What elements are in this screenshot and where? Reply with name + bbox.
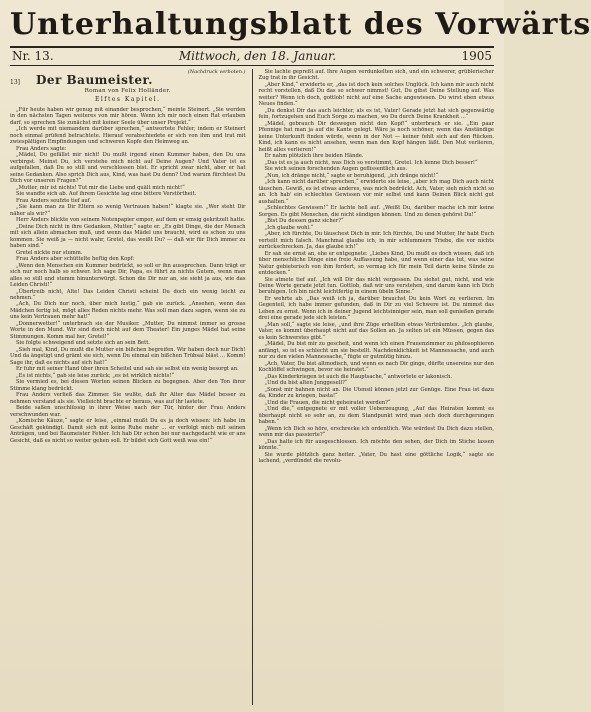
paragraph: „Aber Kind,“ erwiderte er, „das ist doch kein solches Unglück. Ich kann mir auch nicht recht vorstellen, daß Du das so schwer nimmst! Gut, Du gibst Deine Stellung auf. Was weiter? Wenn ich doch, gottlob! nicht auf eine Sache angewiesen. Du wirst eben etwas Neues finden.“ <box>258 81 494 108</box>
paragraph: „Wenn ich Dich so höre, erschrecke ich ordentlich. Wie würdest Du Dich dazu stellen, wenn mir das passierte?“ <box>258 425 494 439</box>
story-header <box>10 73 246 88</box>
paragraph: Sie lachte gepreßt auf. Ihre Augen verdunkelten sich, und ein schwerer, grüblerischer Zug trat in ihr Gesicht. <box>258 69 494 82</box>
paragraph: Sie folgte schweigend und setzte sich an sein Bett. <box>16 340 150 347</box>
paragraph: „Aber, ich fürchte, Du täuschest Dich in mir. Ich fürchte, Du und Mutter, Ihr habt Euch verteilt mich falsch. Manchmal glaube ich, in mir schlummern Triebe, die vor nichts zurückschrecken. Ja, das glaube ich!“ <box>258 231 494 251</box>
paragraph: „Mädel, Du bist mir zu gescheit, und wenn ich einen Frauenzimmer zu philosophieren anfängt, so ist es schlecht um sie bestellt. Nachdenklichkeit ist Mannessache, und auch nur zu den vielen Mannessache,“ fügte er gutmütig hinzu. <box>258 341 494 361</box>
issue-number: Nr. 13. <box>12 49 54 63</box>
paragraph: „Ich glaube wohl.“ <box>264 224 314 231</box>
story-title: Der Baumeister. <box>36 73 153 88</box>
paragraph: „Ach, Vater, Du bist altmodisch, und wenn es nach Dir ginge, dürfte unsereins nur den Kochlöffel schwingen, bevor sie heiratet.“ <box>258 360 494 374</box>
paragraph: Er nahm plötzlich ihre beiden Hände. <box>264 153 364 160</box>
paragraph: „Du denkst Dir das auch leichter, als es ist, Vater! Gerade jetzt hat sich gegenwärtig fein, fortzugehen und Euch Sorge zu machen, wo Du durch Deine Krankheit ...“ <box>258 107 494 121</box>
issue-date: Mittwoch, den 18. Januar. <box>178 49 337 63</box>
paragraph: „Deine Dich nicht in ihre Gedanken, Mutter,“ sagte er. „Es gibt Dinge, die der Mensch mit sich allein abmachen muß, und wenn das Mädel uns braucht, wird es schon zu uns kommen. Sie weiß ja — nicht wahr, Gretel, das weißt Du? — daß wir für Dich immer zu haben sind.“ <box>10 223 246 250</box>
paragraph: „Es ist nichts,“ gab sie leise zurück; „es ist wirklich nichts!“ <box>16 372 175 379</box>
paragraph: „Mädel, gebrauch Dir deswegen nicht den Kopf!“ unterbrach er sie. „Ein paar Pfennige hat man ja auf die Kante gelegt. Wäre ja noch schöner, wenn das Anständige keine Unterkunft finden würde, wenn in der Not — keiner fehlt sich auf den Rücken. Kind, ich kann es nicht ansehen, wenn man den Kopf hängen läßt. Den Mut verlieren, heißt alles verlieren!“ <box>258 120 494 153</box>
column-right-body <box>259 69 495 465</box>
paragraph: Er sah sie ernst an, ehe er entgegnete: „Liebes Kind, Du mußt es doch wissen, daß ich über menschliche Dinge eine freie Auffassung habe, und wenn einer das tut, was seine Natur gebieterisch von ihm fordert, so vermag ich für mein Teil darin keine Sünde zu entdecken.“ <box>258 250 494 277</box>
paragraph: „Und die,“ entgegnete er mit voller Ueberzeugung, „Auf das Heiraten kommt es überhaupt nicht so sehr an, zu dem Standpunkt wird man sich doch durchgerungen haben.“ <box>258 406 494 426</box>
paragraph: „Das halte ich für ausgeschlossen. Ich möchte den sehen, der Dich im Stiche lassen könnte.“ <box>258 438 494 452</box>
paragraph: Beide saßen unschlüssig in ihrer Weise nach der Tür, hinter der Frau Anders verschwunden war. <box>10 405 246 418</box>
paragraph: „Das Kinderkriegen ist auch die Hauptsache,“ antwortete er lakonisch. <box>264 373 452 380</box>
paragraph: „Man soll,“ sagte sie leise, „und ihre Züge erhellten etwas Verträumtes. „Ich glaube, Vater, es kommt überhaupt nicht auf das Sollen an. Ja selten ist ein Müssen, gegen das es kein Schwerstes gibt.“ <box>258 321 494 341</box>
paragraph: „Ach, Du Dich nur noch, über mich lustig,“ gab sie zurück. „Ansehen, wenn das Mädchen fertig ist, mögt alles Reden nichts mehr. Was soll man dazu sagen, wenn sie zu uns kein Vertrauen mehr hat!“ <box>10 301 246 321</box>
paragraph: Er wehrte ab. „Das weiß ich ja, darüber brauchst Du kein Wort zu verlieren. Im Gegenteil, ich habe immer gefunden, daß in Dir zu viel Schwere ist. Du nimmst das Leben zu ernst. Wenn ich in deiner Jugend leichtsinniger sein, man soll genießen gerade drei eine gerade jede sich leisten.“ <box>258 295 494 322</box>
paragraph: Gretel nickte nur stumm. <box>16 249 83 256</box>
dateline-rule <box>10 65 494 66</box>
paragraph: Sie wich seinen forschenden Augen geflissentlich aus. <box>264 166 408 173</box>
paragraph: „Mädel, Du gefällst mir nicht! Du mußt irgend einen Kummer haben, den Du uns verbirgst. Meinst Du, ich verstehe mich nicht auf Deine Augen? Und Vater ist es aufgefallen, daß Du so still und verschlossen bist. Er spricht zwar nicht, aber er hat seine Gedanken. Also sprich Dich aus, Kind, was hast Du denn? Und warum fürchtest Du Dich vor unseren Fragen?“ <box>10 152 246 185</box>
paragraph: Frau Anders seufzte tief auf. <box>16 197 92 204</box>
paragraph: „Nun, ich dränge nicht,“ sagte er beruhigend, „ich dränge nicht!“ <box>264 172 439 179</box>
article-columns <box>10 69 494 705</box>
paragraph: Sie wurde plötzlich ganz heiter. „Vater, Du hast eine göttliche Logik,“ sagte sie lachend, „verdündet die revolu- <box>258 451 494 465</box>
paragraph: Sie wandte sich ab. Auf ihrem Gesichte lag eine bittere Verstörtheit. <box>16 191 197 198</box>
paragraph: „Und du bist alten Junggesell?“ <box>264 380 348 387</box>
paragraph: „Mutter, mir ist nichts! Tut mir die Liebe und quält mich nicht!“ <box>16 184 185 191</box>
paragraph: „Das ist es ja auch nicht, was Dich so verstimmt, Gretel. Ich kenne Dich besser!“ <box>264 159 478 166</box>
paragraph: „Für heute haben wir genug mit einander besprochen,“ meinte Steinert. „Sie werden in den nächsten Tagen weiteres von mir hören. Wenn ich mir noch einen Rat erlauben darf, so sprechen Sie zunächst mit keiner Seele über unser Projekt.“ <box>10 106 246 126</box>
column-right <box>259 69 495 705</box>
paragraph: Sie vermied es, bei diesen Worten seinen Blicken zu begegnen. Aber den Ton ihrer Stimme klang bedrückt. <box>10 379 246 392</box>
paragraph: Herr Anders blickte von seinem Notenpapier empor, auf dem er emsig gekritzelt hatte. <box>16 217 246 224</box>
paragraph: „Sonst mir bahnen nicht an. Die Utensil können jetzt zur Genüge. Eine Frau ist dazu da, Kinder zu kriegen, basta!“ <box>258 386 494 400</box>
paragraph: „Wenn den Menschen ein Kummer bedrückt, so soll er ihn aussprechen. Dann trägt er sich nur noch halb so schwer. Ich sage Dir, Papa, es führt zu nichts Gutem, wenn man alles so still und stumm hinunterwürgt. Schon die Dir nur an, sie sieht ja aus, wie das Leiden Christi!“ <box>10 262 246 289</box>
paragraph: Frau Anders sagte: <box>16 145 67 152</box>
paragraph: Er fuhr mit seiner Hand über ihren Scheitel und sah sie selbst ein wenig besorgt an. <box>16 366 239 373</box>
paragraph: „Ich kann nicht darüber sprechen,“ erwiderte sie leise, „aber ich mag Dich auch nicht täuschen. Gewiß, es ist etwas anderes, was mich bedrückt. Ach, Vater, sieh mich nicht so an. Ich hab' ein schlechtes Gewissen vor mir selbst und kann Deinen Blick nicht gut aushalten.“ <box>258 179 494 205</box>
column-left <box>10 69 246 705</box>
paragraph: „Donnerwetter!“ unterbrach sie der Musiker. „Mutter, Du nimmst immer so grosse Worte in den Mund. Wir sind doch nicht auf dem Theater! Ein junges Mädel hat seine Stimmungen. Komm mal her, Gretel!“ <box>10 320 246 340</box>
paragraph: „Übertreib nicht, Alte! Das Leiden Christi scheint Du doch ein wenig leicht zu nehmen.“ <box>10 288 246 301</box>
issue-year: 1905 <box>461 49 492 63</box>
paragraph: „Schlechtes Gewissen!“ Er lachte hell auf. „Weißt Du, darüber mache ich mir keine Sorgen. Es gibt Menschen, die nicht sündigen können. Und zu denen gehörst Du!“ <box>258 205 494 218</box>
paragraph: „Sie kann man zu Dir Eltern so wenig Vertrauen haben!“ klagte sie. „Wer steht Dir näher als wir?“ <box>10 204 246 217</box>
paragraph: Frau Anders verließ das Zimmer. Sie wußte, daß ihr Alter das Mädel besser zu nehmen verstand als sie. Vielleicht brachte er heraus, was auf ihr lastete. <box>10 392 246 405</box>
installment-number: 13] <box>10 79 20 87</box>
paragraph: Frau Anders aber schüttelte heftig den Kopf: <box>16 256 135 263</box>
column-left-body <box>10 107 246 444</box>
paragraph: Sie atmete tief auf. „Ich will Dir das nicht vergessen. Du siehst gut, nicht, und wie Deine Worte gerade jetzt tun. Gottlob, daß wir uns verstehen, und darum kann ich Dich beruhigen. Ich bin nicht leichtfertig in einem übeln Sinne.“ <box>258 276 494 296</box>
author-line: Roman von Felix Holländer. <box>84 87 171 94</box>
dateline <box>10 48 494 65</box>
paragraph: „Und die Frauen, die nicht geheiratet werden?“ <box>264 399 391 406</box>
column-divider <box>252 69 253 705</box>
paragraph: „Bist Du dessen ganz sicher?“ <box>264 218 344 225</box>
masthead: Unterhaltungsblatt des Vorwärts <box>10 7 591 42</box>
paragraph: „Ich werde mit niemandem darüber sprechen,“ antwortete Fehler, indem er Steinert noch einmal prüfend betrachtete. Hierauf verabschiedete er sich von ihm und trat mit zwiespältigen Empfindungen und schweren Kopfe den Heimweg an. <box>10 126 246 146</box>
paragraph: „Sieh mal, Kind, Du mußt die Mutter ein bißchen begreifen. Wir haben doch nur Dich! Und da ängstigt und grämt sie sich, wenn Du einmal ein bißchen Trübsal bläst ... Komm! Sage ihr, daß es nichts auf sich hat!“ <box>10 346 246 366</box>
chapter-heading: Elftes Kapitel. <box>94 96 161 104</box>
paragraph: „Komische Käuze,“ sagte er leise, „einmal mußt Du es ja doch wissen: ich habe im Geschäft gekündigt. Damit sich mit keine Ruhe mehr ... er verfolgt mich mit seinen Anträgen, und bei Baumeister Fehler. Ich hab Dir schon bei nur nachgedacht wie er ans Gesicht, daß es nicht so weiter gehen soll. Er bildet sich Gott weiß was ein!“ <box>10 418 246 444</box>
reprint-note: (Nachdruck verboten.) <box>187 69 246 75</box>
